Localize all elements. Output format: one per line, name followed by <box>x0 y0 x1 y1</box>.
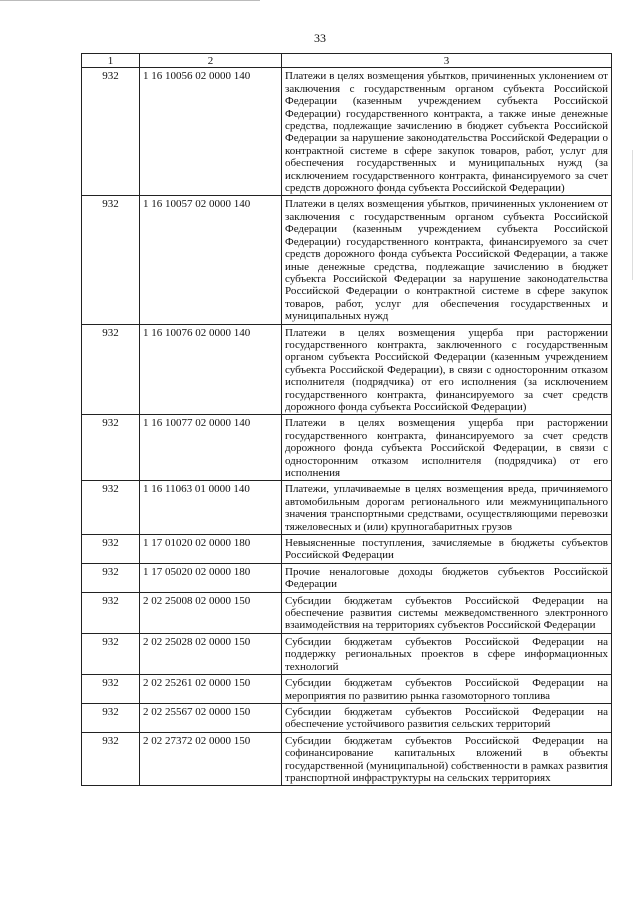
description-cell: Платежи в целях возмещения убытков, причиненных уклонением от заключения с государственным органом субъекта Российской Федерации (казенным учреждением субъекта Российской Федерации) государственного контракта, финансируемого за счет средств дорожного фонда субъекта Российской Федерации, а также иные денежные средства, подлежащие зачислению в бюджет субъекта Российской Федерации за нарушение законодательства Российской Федерации о контрактной системе в сфере закупок товаров, работ, услуг для обеспечения государственных и муниципальных нужд <box>282 196 612 324</box>
header-col-description: 3 <box>282 54 612 68</box>
table-row <box>82 703 612 732</box>
budget-code-cell: 2 02 25008 02 0000 150 <box>140 592 282 633</box>
budget-code-cell: 2 02 25261 02 0000 150 <box>140 675 282 704</box>
admin-code-cell: 932 <box>82 481 140 535</box>
admin-code-cell: 932 <box>82 563 140 592</box>
admin-code-cell: 932 <box>82 675 140 704</box>
description-cell: Прочие неналоговые доходы бюджетов субъектов Российской Федерации <box>282 563 612 592</box>
budget-code-cell: 1 17 01020 02 0000 180 <box>140 535 282 564</box>
admin-code-cell: 932 <box>82 633 140 674</box>
table-row <box>82 415 612 481</box>
description-cell: Платежи в целях возмещения убытков, причиненных уклонением от заключения с государственным органом субъекта Российской Федерации (казенным учреждением субъекта Российской Федерации) государственного контракта, а также иные денежные средства, подлежащие зачислению в бюджет субъекта Российской Федерации за нарушение законодательства Российской Федерации о контрактной системе в сфере закупок товаров, работ, услуг для обеспечения государственных и муниципальных нужд (за исключением государственного контракта, финансируемого за счет средств дорожного фонда субъекта Российской Федерации) <box>282 68 612 196</box>
admin-code-cell: 932 <box>82 732 140 786</box>
description-cell: Субсидии бюджетам субъектов Российской Федерации на мероприятия по развитию рынка газомоторного топлива <box>282 675 612 704</box>
admin-code-cell: 932 <box>82 68 140 196</box>
table-row <box>82 675 612 704</box>
budget-code-cell: 1 16 10076 02 0000 140 <box>140 324 282 415</box>
header-col-code: 2 <box>140 54 282 68</box>
admin-code-cell: 932 <box>82 703 140 732</box>
description-cell: Платежи, уплачиваемые в целях возмещения вреда, причиняемого автомобильным дорогам регионального или межмуниципального значения транспортными средствами, осуществляющими перевозки тяжеловесных и (или) крупногабаритных грузов <box>282 481 612 535</box>
budget-code-cell: 1 16 10057 02 0000 140 <box>140 196 282 324</box>
description-cell: Невыясненные поступления, зачисляемые в бюджеты субъектов Российской Федерации <box>282 535 612 564</box>
description-cell: Платежи в целях возмещения ущерба при расторжении государственного контракта, финансируемого за счет средств дорожного фонда субъекта Российской Федерации, в связи с односторонним отказом исполнителя (подрядчика) от его исполнения <box>282 415 612 481</box>
revenue-codes-table <box>81 53 612 786</box>
table-row <box>82 481 612 535</box>
table-row <box>82 732 612 786</box>
admin-code-cell: 932 <box>82 324 140 415</box>
table-row <box>82 633 612 674</box>
description-cell: Субсидии бюджетам субъектов Российской Федерации на обеспечение развития системы межведомственного электронного взаимодействия на территориях субъектов Российской Федерации <box>282 592 612 633</box>
budget-code-cell: 2 02 25028 02 0000 150 <box>140 633 282 674</box>
budget-code-cell: 1 17 05020 02 0000 180 <box>140 563 282 592</box>
table-row <box>82 535 612 564</box>
scan-edge-mark-top <box>0 0 260 1</box>
admin-code-cell: 932 <box>82 535 140 564</box>
description-cell: Субсидии бюджетам субъектов Российской Федерации на поддержку региональных проектов в сфере информационных технологий <box>282 633 612 674</box>
budget-code-cell: 1 16 11063 01 0000 140 <box>140 481 282 535</box>
table-row <box>82 196 612 324</box>
description-cell: Платежи в целях возмещения ущерба при расторжении государственного контракта, заключенного с государственным органом субъекта Российской Федерации (казенным учреждением субъекта Российской Федерации), в связи с односторонним отказом исполнителя (подрядчика) от его исполнения (за исключением государственного контракта, финансируемого за счет средств дорожного фонда субъекта Российской Федерации) <box>282 324 612 415</box>
budget-code-cell: 1 16 10077 02 0000 140 <box>140 415 282 481</box>
page-number: 33 <box>314 31 326 45</box>
table-row <box>82 324 612 415</box>
budget-code-cell: 1 16 10056 02 0000 140 <box>140 68 282 196</box>
budget-code-cell: 2 02 25567 02 0000 150 <box>140 703 282 732</box>
table-row <box>82 592 612 633</box>
admin-code-cell: 932 <box>82 592 140 633</box>
scan-edge-mark-right <box>632 150 633 280</box>
admin-code-cell: 932 <box>82 196 140 324</box>
table-header-row <box>82 54 612 68</box>
description-cell: Субсидии бюджетам субъектов Российской Федерации на софинансирование капитальных вложений в объекты государственной (муниципальной) собственности в рамках развития транспортной инфраструктуры на сельских территориях <box>282 732 612 786</box>
budget-code-cell: 2 02 27372 02 0000 150 <box>140 732 282 786</box>
description-cell: Субсидии бюджетам субъектов Российской Федерации на обеспечение устойчивого развития сельских территорий <box>282 703 612 732</box>
table-row <box>82 68 612 196</box>
admin-code-cell: 932 <box>82 415 140 481</box>
header-col-admin: 1 <box>82 54 140 68</box>
table-row <box>82 563 612 592</box>
